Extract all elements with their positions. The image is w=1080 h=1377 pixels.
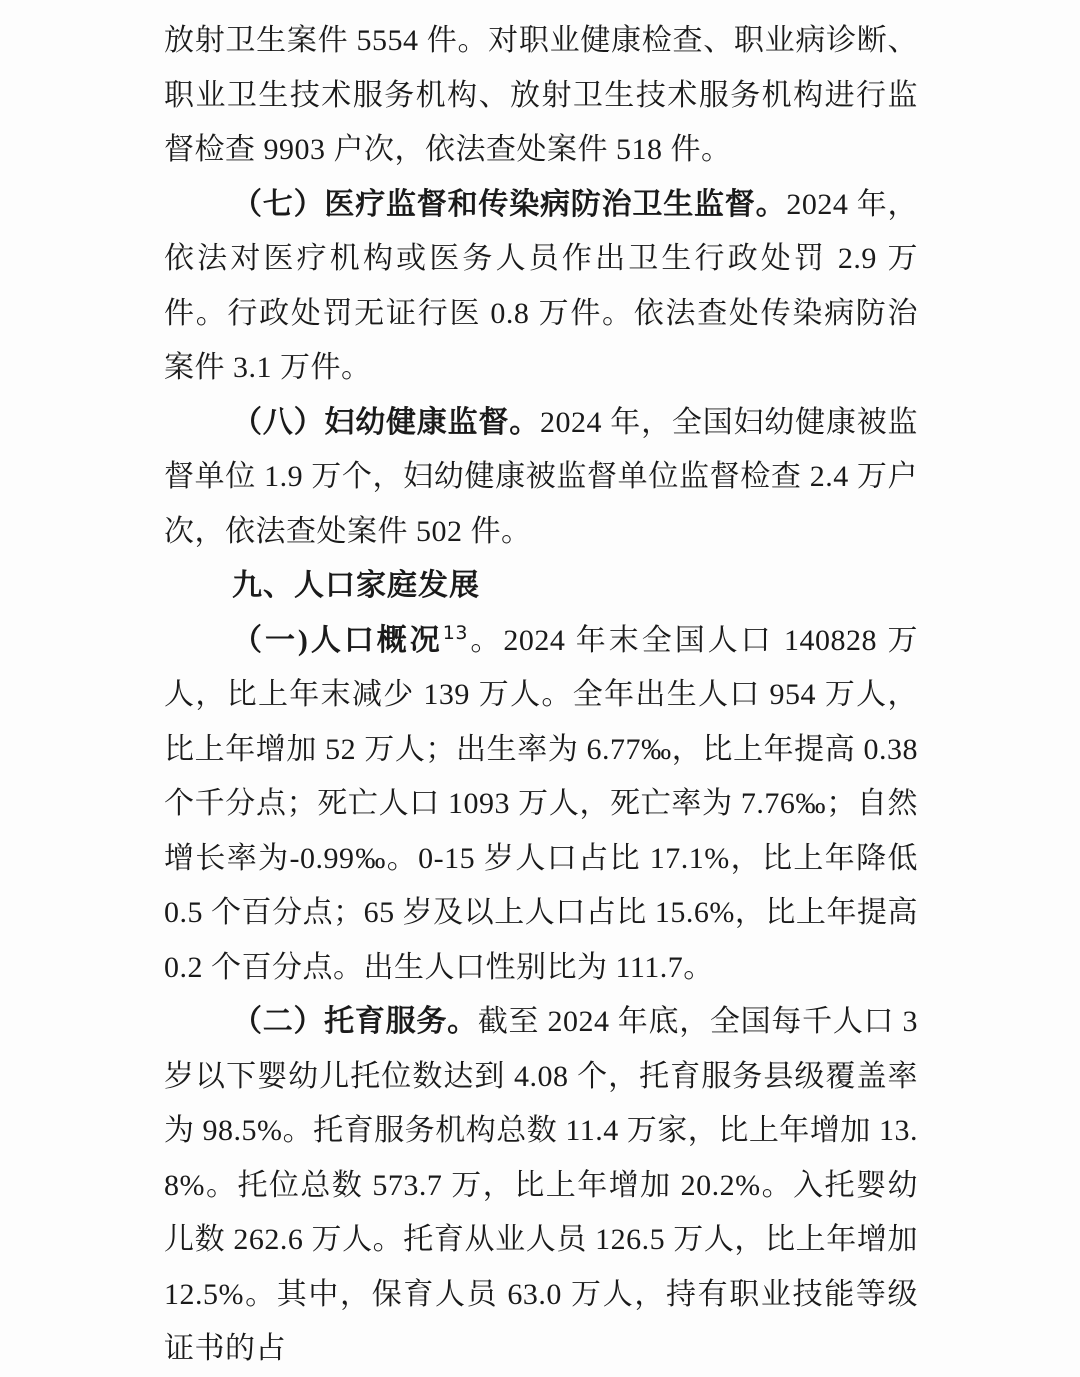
run-in-heading-population-overview: （一)人口概况 [232,623,443,657]
section-heading-text: 九、人口家庭发展 [232,568,480,603]
text-run: 2024 年，依法对医疗机构或医务人员作出卫生行政处罚 2.9 万件。行政处罚无证行医 0.8 万件。依法查处传染病防治案件 3.1 万件。 [164,187,919,384]
paragraph-maternal-child-supervision [164,396,918,560]
paragraph-radiation-hygiene-continuation [164,14,918,178]
text-run: 放射卫生案件 5554 件。对职业健康检查、职业病诊断、职业卫生技术服务机构、放射卫生技术服务机构进行监督检查 9903 户次，依法查处案件 518 件。 [164,24,918,166]
text-run: 。2024 年末全国人口 140828 万人，比上年末减少 139 万人。全年出生人口 954 万人，比上年增加 52 万人；出生率为 6.77‰，比上年提高 0.38 个千分点；死亡人口 1093 万人，死亡率为 7.76‰；自然增长率为-0.99‰。0-15 岁人口占比 17.1%，比上年降低 0.5 个百分点；65 岁及以上人口占比 15.6%，比上年提高 0.2 个百分点。出生人口性别比为 111.7。 [164,623,919,984]
paragraph-population-overview [164,614,918,996]
section-heading-population-family-development [164,559,918,614]
run-in-heading-medical-supervision: （七）医疗监督和传染病防治卫生监督。 [232,187,787,221]
text-run: 2024 年，全国妇幼健康被监督单位 1.9 万个，妇幼健康被监督单位监督检查 2.4 万户次，依法查处案件 502 件。 [164,405,918,548]
run-in-heading-childcare-services: （二）托育服务。 [232,1005,478,1038]
paragraph-childcare-services [164,995,918,1377]
text-run: 截至 2024 年底，全国每千人口 3 岁以下婴幼儿托位数达到 4.08 个，托育服务县级覆盖率为 98.5%。托育服务机构总数 11.4 万家，比上年增加 13.8%。托位总数 573.7 万，比上年增加 20.2%。入托婴幼儿数 262.6 万人。托育从业人员 126.5 万人，比上年增加 12.5%。其中，保育人员 63.0 万人，持有职业技能等级证书的占 [164,1005,919,1365]
paragraph-medical-supervision [164,178,918,396]
run-in-heading-maternal-child-supervision: （八）妇幼健康监督。 [232,405,540,439]
footnote-reference-13: 13 [442,621,468,644]
